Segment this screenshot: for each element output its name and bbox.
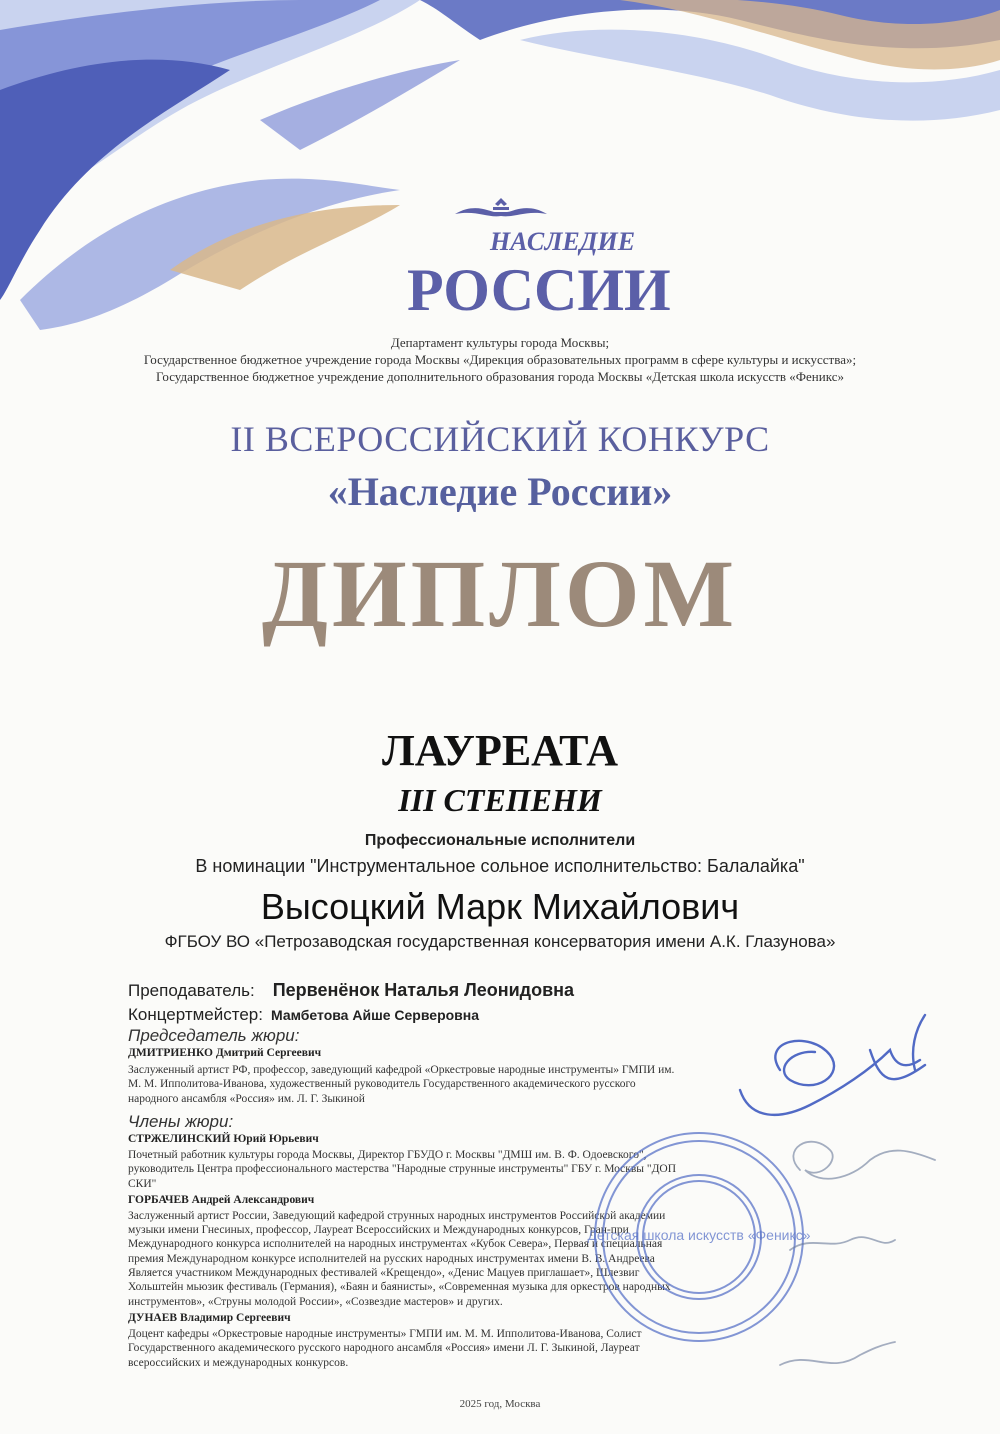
jury-member-name: СТРЖЕЛИНСКИЙ Юрий Юрьевич [128, 1133, 319, 1145]
contest-title: II ВСЕРОССИЙСКИЙ КОНКУРС [230, 419, 770, 459]
organizer-line: Департамент культуры города Москвы; [390, 335, 610, 350]
diploma-title: ДИПЛОМ [261, 540, 739, 647]
logo-main-text: РОССИИ [407, 257, 671, 323]
stamp-text: Детская школа искусств «Феникс» [587, 1227, 811, 1243]
jury-chair [128, 1046, 768, 1106]
contest-logo [395, 198, 671, 323]
jury-member-name: ДУНАЕВ Владимир Сергеевич [128, 1311, 291, 1324]
accompanist-row [128, 1005, 479, 1025]
jury-member-desc: Заслуженный артист РФ, профессор, заведующий кафедрой «Оркестровые народные инструменты» ГМПИ им. М. М. Ипполитова-Иванова, художественный руководитель Государственного академического русского народного ансамбля «Россия» им. Л. Г. Зыкиной [128, 1064, 675, 1105]
organizer-line: Государственное бюджетное учреждение дополнительного образования города Москвы «Детская школа искусств «Феникс» [156, 369, 844, 384]
nomination: В номинации "Инструментальное сольное исполнительство: Балалайка" [195, 856, 805, 876]
footer-place-year: 2025 год, Москва [459, 1398, 541, 1410]
accompanist-label: Концертмейстер: [128, 1005, 263, 1024]
jury-member-desc: Почетный работник культуры города Москвы, Директор ГБУДО г. Москвы "ДМШ им. В. Ф. Одоевского", руководитель Центра профессионального мастерства "Народные струнные инструменты" ГБУ г. Москвы "ДОП СКИ" [128, 1149, 677, 1190]
organizers [0, 334, 1000, 385]
category: Профессиональные исполнители [364, 832, 636, 849]
jury-member-name: ГОРБАЧЕВ Андрей Александрович [128, 1193, 315, 1206]
jury-members-heading: Члены жюри: [128, 1112, 234, 1131]
accompanist-name: Мамбетова Айше Серверовна [270, 1007, 480, 1023]
jury-member-desc: Доцент кафедры «Оркестровые народные инструменты» ГМПИ им. М. М. Ипполитова-Иванова, Солист Государственного академического русского народного ансамбля «Россия» имени Л. Г. Зыкиной, Лауреат всероссийских и международных конкурсов. [128, 1327, 642, 1369]
teacher-name: Первенёнок Наталья Леонидовна [272, 980, 575, 1000]
jury-member-desc: Заслуженный артист России, Заведующий кафедрой струнных народных инструментов Российской академии музыки имени Гнесиных, профессор, Лауреат Всероссийских и Международных конкурсов, Гран-при Международного конкурса исполнителей на народных инструментах «Кубок Севера», Первая и специальная премия Международном конкурсе исполнителей на русских народных инструментах имени В. В. Андреева Является участником Международных фестивалей «Крещендо», «Денис Мацуев приглашает», Шлезвиг Хольштейн мьюзик фестиваль (Германия), «Баян и баянисты», «Современная музыка для оркестров народных инструментов», «Струны молодой России», «Созвездие мастеров» и других. [128, 1209, 671, 1308]
institution: ФГБОУ ВО «Петрозаводская государственная консерватория имени А.К. Глазунова» [164, 932, 836, 951]
teacher-label: Преподаватель: [128, 981, 255, 1000]
jury-chair-heading: Председатель жюри: [128, 1026, 300, 1045]
contest-name: «Наследие России» [327, 469, 673, 514]
participant-name: Высоцкий Марк Михайлович [260, 886, 740, 927]
award-title: ЛАУРЕАТА [381, 726, 619, 775]
jury-member-name: ДМИТРИЕНКО Дмитрий Сергеевич [128, 1047, 322, 1059]
signatures [720, 1010, 960, 1390]
logo-top-text: НАСЛЕДИЕ [490, 227, 636, 256]
award-degree: III СТЕПЕНИ [398, 782, 602, 818]
teacher-row [128, 980, 574, 1001]
organizer-line: Государственное бюджетное учреждение города Москвы «Дирекция образовательных программ в сфере культуры и искусства»; [143, 352, 857, 367]
